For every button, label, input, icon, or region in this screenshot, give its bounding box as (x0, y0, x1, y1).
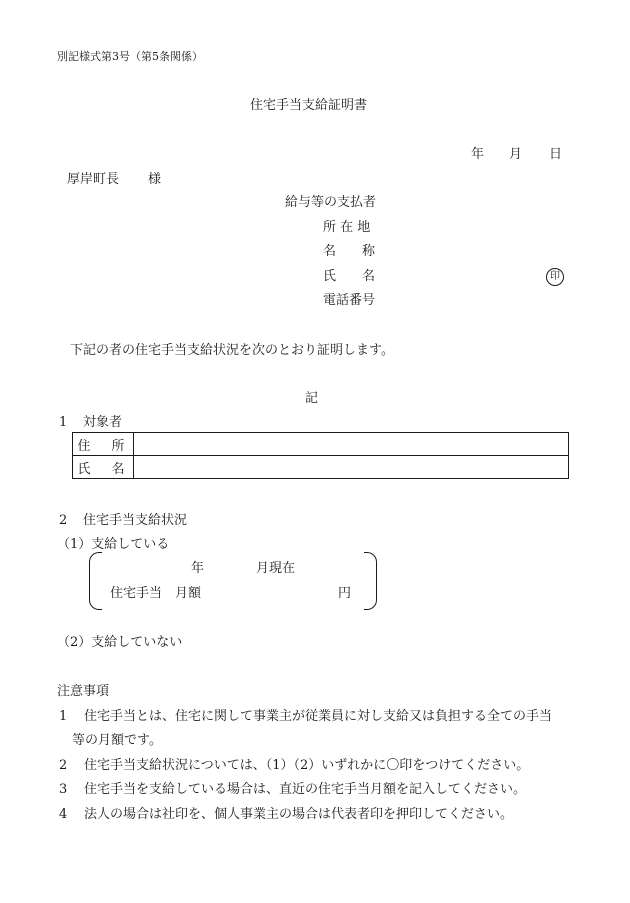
year-label: 年 (191, 561, 205, 576)
left-bracket (89, 552, 102, 610)
note-text: 法人の場合は社印を、個人事業主の場合は代表者印を押印してください。 (84, 807, 514, 822)
date-month-label: 月 (509, 147, 523, 162)
seal-mark: 印 (546, 268, 564, 286)
month-current-label: 月現在 (256, 561, 296, 576)
note-number: 3 (59, 782, 68, 797)
note-number: 4 (59, 807, 68, 822)
address-cell-value (134, 433, 569, 456)
monthly-amount-label: 住宅手当 月額 (110, 586, 202, 601)
right-bracket (364, 552, 377, 610)
option1-label: （1）支給している (57, 537, 170, 552)
table-row (73, 456, 569, 479)
payer-address-label: 所 在 地 (323, 220, 371, 235)
ki-heading: 記 (305, 391, 319, 406)
section1-title: 対象者 (83, 415, 123, 430)
note-text: 住宅手当支給状況については、（1）（2）いずれかに〇印をつけてください。 (84, 758, 530, 773)
addressee-honorific: 様 (148, 172, 162, 187)
document-title: 住宅手当支給証明書 (250, 98, 368, 113)
date-day-label: 日 (549, 147, 563, 162)
table-row (73, 433, 569, 456)
yen-label: 円 (338, 586, 352, 601)
payer-heading: 給与等の支払者 (285, 195, 377, 210)
section2-number: 2 (59, 513, 68, 528)
payer-phone-label: 電話番号 (323, 293, 376, 308)
form-number: 別記様式第3号（第5条関係） (57, 50, 203, 63)
option2-label: （2）支給していない (57, 635, 183, 650)
section2-title: 住宅手当支給状況 (83, 513, 188, 528)
name-cell-value (134, 456, 569, 479)
payer-name-label: 名 称 (323, 244, 376, 259)
note-number: 2 (59, 758, 68, 773)
certification-statement: 下記の者の住宅手当支給状況を次のとおり証明します。 (70, 343, 394, 358)
addressee-name: 厚岸町長 (67, 172, 120, 187)
payer-person-label: 氏 名 (323, 269, 376, 284)
date-year-label: 年 (471, 147, 485, 162)
address-cell-label: 住 所 (73, 433, 134, 456)
note-text: 住宅手当を支給している場合は、直近の住宅手当月額を記入してください。 (84, 782, 527, 797)
note-text-continuation: 等の月額です。 (72, 733, 162, 748)
note-text: 住宅手当とは、住宅に関して事業主が従業員に対し支給又は負担する全ての手当 (84, 709, 553, 724)
target-person-table (72, 432, 569, 479)
section1-number: 1 (59, 415, 68, 430)
note-number: 1 (59, 709, 68, 724)
name-cell-label: 氏 名 (73, 456, 134, 479)
notes-heading: 注意事項 (57, 684, 110, 699)
